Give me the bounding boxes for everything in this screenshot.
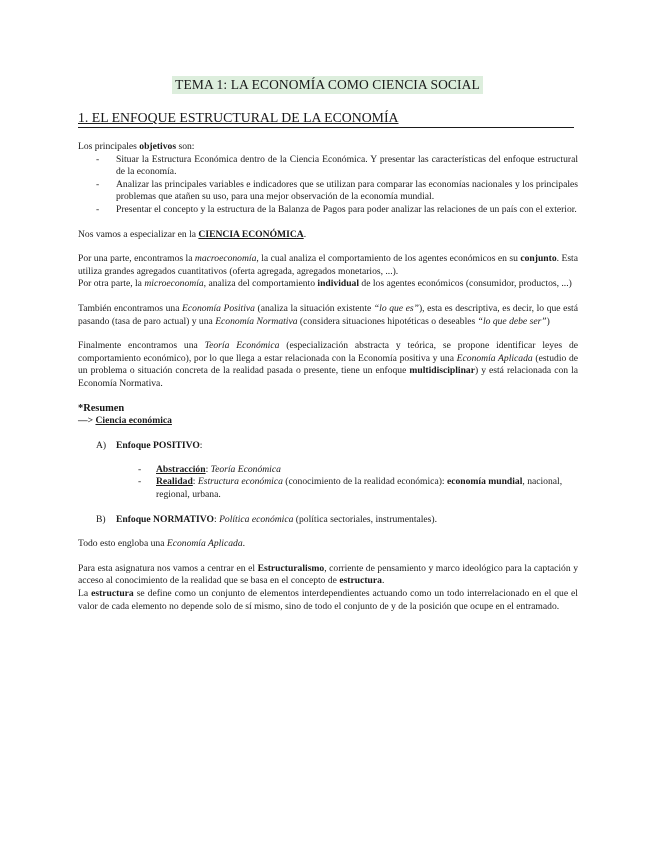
structure-paragraph <box>78 588 578 613</box>
objectives-intro <box>78 141 578 154</box>
objectives-list <box>78 154 578 217</box>
positive-i2: “lo que es” <box>373 302 419 314</box>
applied-i1: Teoría Económica <box>204 340 280 352</box>
enfoque-positivo <box>78 439 578 452</box>
summary-subject-line <box>78 415 578 427</box>
objective-item <box>78 179 578 204</box>
specialize-pre: Nos vamos a especializar en la <box>78 228 199 240</box>
aplicada-post: . <box>242 538 246 550</box>
macro-t1: Por una parte, encontramos la <box>78 253 195 265</box>
structuralism-paragraph <box>78 563 578 588</box>
positive-paragraph <box>78 303 578 328</box>
structuralism-t1: Para esta asignatura nos vamos a centrar en el <box>78 562 258 574</box>
positive-i1: Economía Positiva <box>182 302 255 314</box>
objectives-intro-post: son: <box>176 141 195 152</box>
positivo-item <box>138 476 578 501</box>
objective-text: Situar la Estructura Económica dentro de la Ciencia Económica. Y presentar las características del enfoque estructural de la economía. <box>116 153 578 178</box>
objective-text: Analizar las principales variables e indicadores que se utilizan para comparar las economías nacionales y los principales problemas que atañen su uso, para una mejor observación de la economía mundial. <box>116 178 578 203</box>
enfoque-a-title: Enfoque POSITIVO <box>116 439 200 451</box>
specialize-paragraph <box>78 229 578 242</box>
enfoque-b-label: B) <box>96 514 106 526</box>
enfoque-a-label: A) <box>96 439 107 451</box>
positive-t3: ), esta es descriptiva, es decir, lo que está pasando (tasa de paro actual) y una <box>78 302 578 327</box>
applied-i2: Economía Aplicada <box>456 352 533 364</box>
structure-t2: se define como un conjunto de elementos interdependientes actuando como un todo interrelacionado en el que el valor de cada elemento no depende solo de sí mismo, sino de todo el conjunto de y de la posición que ocupe en el entramado. <box>78 588 578 612</box>
aplicada-paragraph <box>78 538 578 551</box>
applied-t3: (estudio de un problema o situación concreta de la realidad pasada o presente, tiene un enfoque <box>78 352 579 377</box>
specialize-bold: CIENCIA ECONÓMICA <box>198 228 304 240</box>
positivo-term: Abstracción <box>156 463 206 475</box>
structuralism-t3: . <box>381 575 385 587</box>
summary-subject: Ciencia económica <box>95 414 172 426</box>
positivo-list <box>78 464 578 502</box>
objective-item <box>78 154 578 179</box>
enfoque-b-rest: (política sectoriales, instrumentales). <box>293 514 437 526</box>
objective-text: Presentar el concepto y la estructura de la Balanza de Pagos para poder analizar las relaciones de un país con el exterior. <box>116 203 577 215</box>
macro-t3: . Esta utiliza grandes agregados cuantitativos (oferta agregada, agregados monetarios, ...). <box>78 253 578 277</box>
applied-paragraph <box>78 340 578 390</box>
macro-paragraph <box>78 253 578 278</box>
structuralism-t2: , corriente de pensamiento y marco ideológico para la captación y acceso al conocimiento de la realidad que se basa en el concepto de <box>78 562 579 587</box>
section-heading-text: 1. EL ENFOQUE ESTRUCTURAL DE LA ECONOMÍA <box>78 110 399 125</box>
document-title: TEMA 1: LA ECONOMÍA COMO CIENCIA SOCIAL <box>172 76 483 94</box>
micro-italic: microeconomía <box>144 278 204 290</box>
structure-t1: La <box>78 588 92 600</box>
positivo-tail-pre: (conocimiento de la realidad económica): <box>282 476 447 488</box>
section-heading <box>78 110 574 128</box>
positive-t2: (analiza la situación existente <box>254 302 374 314</box>
applied-t4: ) y está relacionada con la Economía Normativa. <box>78 365 578 389</box>
positivo-sep: : <box>192 476 198 488</box>
enfoque-normativo <box>78 513 578 526</box>
positive-t1: También encontramos una <box>78 302 183 314</box>
dash-marker: - <box>96 153 100 165</box>
dash-marker: - <box>96 178 100 190</box>
applied-bold: multidisciplinar <box>409 365 475 377</box>
enfoque-b-italic: Política económica <box>219 514 294 526</box>
objectives-intro-pre: Los principales <box>78 141 140 152</box>
macro-italic: macroeconomía <box>194 253 257 265</box>
structuralism-b2: estructura <box>339 575 382 587</box>
positive-t4: (considera situaciones hipotéticas o deseables <box>297 315 478 327</box>
enfoque-a-colon: : <box>199 439 203 451</box>
positive-i4: “lo que debe ser” <box>477 315 547 327</box>
positivo-tail-post: , nacional, regional, urbana. <box>156 476 563 500</box>
positivo-text: Estructura económica <box>197 476 283 488</box>
positivo-sep: : <box>205 463 211 475</box>
positivo-text: Teoría Económica <box>210 463 281 475</box>
specialize-post: . <box>303 228 307 240</box>
applied-t1: Finalmente encontramos una <box>78 340 205 352</box>
positive-i3: Economía Normativa <box>215 315 298 327</box>
document-body <box>78 141 578 613</box>
micro-paragraph <box>78 278 578 291</box>
micro-bold: individual <box>317 278 360 290</box>
applied-t2: (especialización abstracta y teórica, se propone identificar leyes de comportamiento económico), por lo que llega a estar relacionada con la Economía positiva y una <box>78 340 579 364</box>
macro-t2: , la cual analiza el comportamiento de los agentes económicos en su <box>256 253 521 265</box>
title-wrap <box>0 76 655 94</box>
positive-t5: ) <box>546 315 550 327</box>
micro-t1: Por otra parte, la <box>78 278 145 290</box>
structure-b1: estructura <box>91 588 134 600</box>
structuralism-b1: Estructuralismo <box>257 562 325 574</box>
dash-marker: - <box>96 203 100 215</box>
positivo-term: Realidad <box>156 476 193 488</box>
objectives-bold: objetivos <box>139 141 177 152</box>
positivo-tail-bold: economía mundial <box>446 476 523 488</box>
positivo-item <box>138 464 578 477</box>
arrow-glyph: —> <box>78 414 96 426</box>
enfoque-b-title: Enfoque NORMATIVO <box>116 514 214 526</box>
summary-heading: *Resumen <box>78 402 125 414</box>
objective-item <box>78 204 578 217</box>
micro-t2: , analiza del comportamiento <box>203 278 318 290</box>
aplicada-pre: Todo esto engloba una <box>78 538 167 550</box>
dash-marker: - <box>138 463 142 475</box>
aplicada-italic: Economía Aplicada <box>166 538 243 550</box>
enfoque-b-sep: : <box>213 514 220 526</box>
dash-marker: - <box>138 476 142 488</box>
micro-t3: de los agentes económicos (consumidor, productos, ...) <box>359 278 572 290</box>
macro-bold: conjunto <box>520 253 557 265</box>
